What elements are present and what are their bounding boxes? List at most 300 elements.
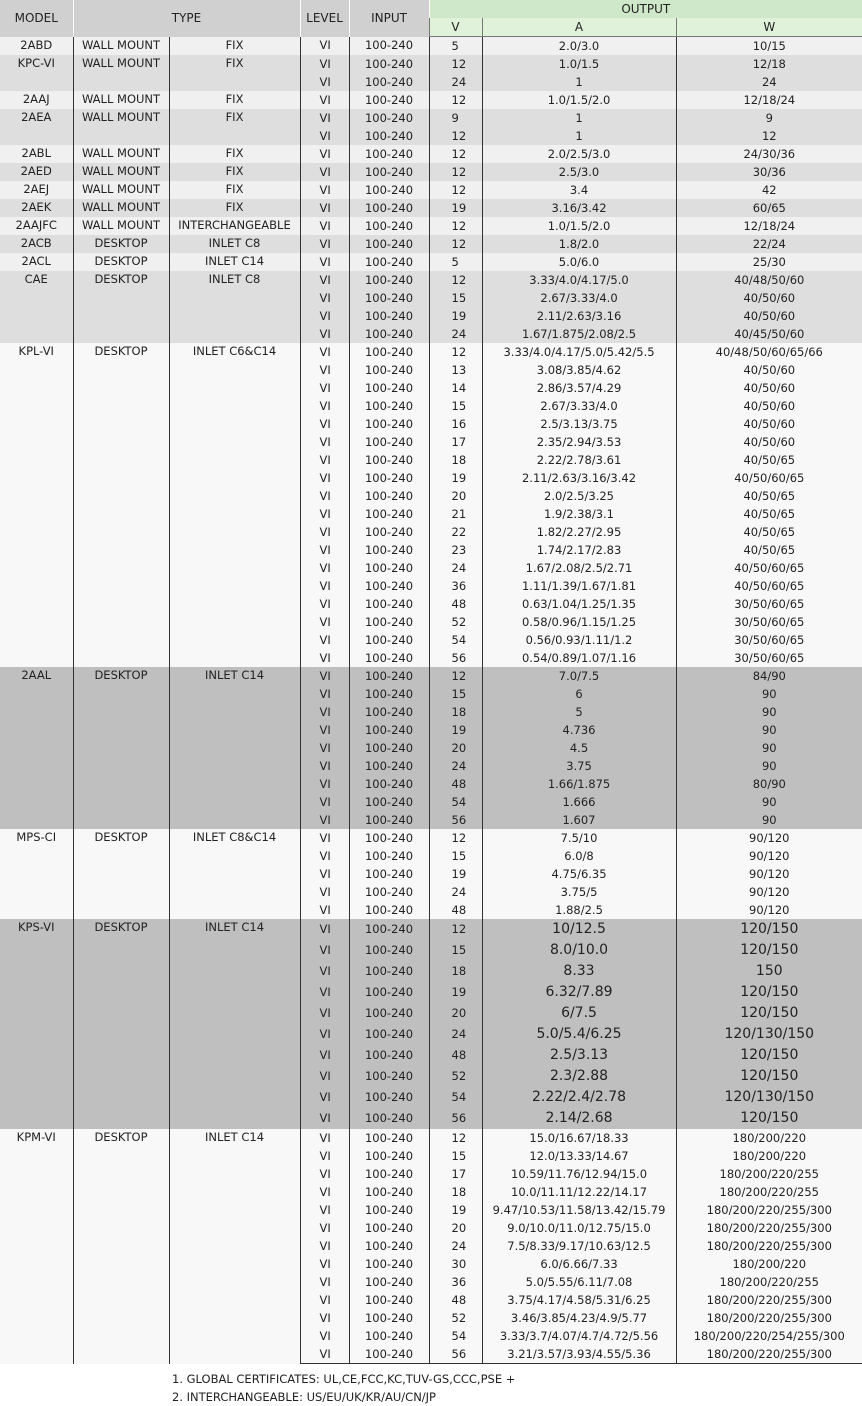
table-row: [0, 55, 862, 73]
output-voltage-cell: 54: [429, 1087, 482, 1108]
output-wattage-cell: 30/50/60/65: [676, 613, 862, 631]
level-cell: VI: [300, 1129, 349, 1147]
model-cell: 2AAJFC: [0, 217, 73, 235]
input-voltage-cell: 100-240: [349, 1255, 429, 1273]
level-cell: VI: [300, 1237, 349, 1255]
output-voltage-cell: 19: [429, 469, 482, 487]
output-current-cell: 1.88/2.5: [482, 901, 676, 919]
output-current-cell: 6.0/6.66/7.33: [482, 1255, 676, 1273]
level-cell: VI: [300, 721, 349, 739]
mount-type-cell: WALL MOUNT: [73, 217, 169, 235]
table-row: [0, 829, 862, 847]
input-voltage-cell: 100-240: [349, 1219, 429, 1237]
input-voltage-cell: 100-240: [349, 739, 429, 757]
output-current-cell: 2.35/2.94/3.53: [482, 433, 676, 451]
output-voltage-cell: 17: [429, 433, 482, 451]
output-wattage-cell: 90/120: [676, 883, 862, 901]
input-voltage-cell: 100-240: [349, 1201, 429, 1219]
mount-type-cell: WALL MOUNT: [73, 199, 169, 217]
output-wattage-cell: 180/200/220: [676, 1255, 862, 1273]
footnotes: [172, 1370, 515, 1406]
connector-type-cell: INLET C14: [169, 667, 300, 829]
mount-type-cell: WALL MOUNT: [73, 109, 169, 145]
output-voltage-cell: 9: [429, 109, 482, 127]
output-current-cell: 1: [482, 127, 676, 145]
model-cell: 2AAJ: [0, 91, 73, 109]
level-cell: VI: [300, 961, 349, 982]
level-cell: VI: [300, 865, 349, 883]
input-voltage-cell: 100-240: [349, 91, 429, 109]
output-wattage-cell: 90: [676, 811, 862, 829]
level-cell: VI: [300, 1201, 349, 1219]
output-wattage-cell: 90: [676, 703, 862, 721]
table-row: [0, 37, 862, 56]
output-wattage-cell: 120/150: [676, 1045, 862, 1066]
level-cell: VI: [300, 289, 349, 307]
output-wattage-cell: 180/200/220: [676, 1129, 862, 1147]
table-row: [0, 271, 862, 289]
output-wattage-cell: 90: [676, 757, 862, 775]
output-wattage-cell: 120/150: [676, 982, 862, 1003]
level-cell: VI: [300, 1165, 349, 1183]
output-current-cell: 7.0/7.5: [482, 667, 676, 685]
output-current-cell: 2.5/3.13: [482, 1045, 676, 1066]
level-cell: VI: [300, 901, 349, 919]
output-wattage-cell: 10/15: [676, 37, 862, 56]
output-voltage-cell: 23: [429, 541, 482, 559]
output-current-cell: 3.21/3.57/3.93/4.55/5.36: [482, 1345, 676, 1364]
output-wattage-cell: 90/120: [676, 847, 862, 865]
output-voltage-cell: 24: [429, 883, 482, 901]
input-voltage-cell: 100-240: [349, 1165, 429, 1183]
output-voltage-cell: 12: [429, 1129, 482, 1147]
level-cell: VI: [300, 1024, 349, 1045]
spec-table-body: [0, 37, 862, 1364]
level-cell: VI: [300, 199, 349, 217]
input-voltage-cell: 100-240: [349, 829, 429, 847]
output-wattage-cell: 90: [676, 793, 862, 811]
output-voltage-cell: 12: [429, 829, 482, 847]
input-voltage-cell: 100-240: [349, 73, 429, 91]
level-cell: VI: [300, 1087, 349, 1108]
header-output: OUTPUT: [429, 0, 862, 18]
level-cell: VI: [300, 829, 349, 847]
output-wattage-cell: 12/18/24: [676, 217, 862, 235]
output-wattage-cell: 180/200/220/255/300: [676, 1219, 862, 1237]
output-wattage-cell: 90/120: [676, 901, 862, 919]
output-current-cell: 7.5/10: [482, 829, 676, 847]
output-current-cell: 2.11/2.63/3.16: [482, 307, 676, 325]
level-cell: VI: [300, 127, 349, 145]
output-current-cell: 0.56/0.93/1.11/1.2: [482, 631, 676, 649]
output-wattage-cell: 9: [676, 109, 862, 127]
model-cell: KPL-VI: [0, 343, 73, 667]
input-voltage-cell: 100-240: [349, 235, 429, 253]
output-voltage-cell: 48: [429, 1045, 482, 1066]
input-voltage-cell: 100-240: [349, 397, 429, 415]
output-voltage-cell: 12: [429, 919, 482, 940]
mount-type-cell: DESKTOP: [73, 1129, 169, 1364]
output-voltage-cell: 36: [429, 1273, 482, 1291]
output-voltage-cell: 24: [429, 757, 482, 775]
output-wattage-cell: 40/50/60: [676, 289, 862, 307]
level-cell: VI: [300, 253, 349, 271]
output-current-cell: 1.607: [482, 811, 676, 829]
input-voltage-cell: 100-240: [349, 1291, 429, 1309]
input-voltage-cell: 100-240: [349, 541, 429, 559]
model-cell: 2ACL: [0, 253, 73, 271]
level-cell: VI: [300, 1345, 349, 1364]
output-current-cell: 2.3/2.88: [482, 1066, 676, 1087]
input-voltage-cell: 100-240: [349, 613, 429, 631]
output-current-cell: 1.9/2.38/3.1: [482, 505, 676, 523]
output-current-cell: 1.0/1.5/2.0: [482, 91, 676, 109]
table-row: [0, 253, 862, 271]
output-wattage-cell: 180/200/220/255/300: [676, 1237, 862, 1255]
output-wattage-cell: 40/50/65: [676, 523, 862, 541]
mount-type-cell: WALL MOUNT: [73, 37, 169, 56]
output-voltage-cell: 24: [429, 1024, 482, 1045]
output-current-cell: 9.47/10.53/11.58/13.42/15.79: [482, 1201, 676, 1219]
input-voltage-cell: 100-240: [349, 505, 429, 523]
output-voltage-cell: 16: [429, 415, 482, 433]
mount-type-cell: WALL MOUNT: [73, 181, 169, 199]
input-voltage-cell: 100-240: [349, 901, 429, 919]
model-cell: 2ACB: [0, 235, 73, 253]
mount-type-cell: DESKTOP: [73, 253, 169, 271]
output-wattage-cell: 40/50/60: [676, 361, 862, 379]
output-voltage-cell: 12: [429, 163, 482, 181]
output-wattage-cell: 90/120: [676, 829, 862, 847]
output-current-cell: 1.0/1.5: [482, 55, 676, 73]
connector-type-cell: FIX: [169, 181, 300, 199]
output-wattage-cell: 12/18: [676, 55, 862, 73]
level-cell: VI: [300, 757, 349, 775]
level-cell: VI: [300, 613, 349, 631]
output-current-cell: 2.0/2.5/3.25: [482, 487, 676, 505]
output-voltage-cell: 15: [429, 940, 482, 961]
output-wattage-cell: 150: [676, 961, 862, 982]
output-wattage-cell: 60/65: [676, 199, 862, 217]
input-voltage-cell: 100-240: [349, 559, 429, 577]
output-wattage-cell: 120/130/150: [676, 1024, 862, 1045]
output-current-cell: 10.0/11.11/12.22/14.17: [482, 1183, 676, 1201]
output-voltage-cell: 48: [429, 901, 482, 919]
level-cell: VI: [300, 541, 349, 559]
level-cell: VI: [300, 451, 349, 469]
input-voltage-cell: 100-240: [349, 433, 429, 451]
level-cell: VI: [300, 1309, 349, 1327]
table-row: [0, 235, 862, 253]
output-current-cell: 1.11/1.39/1.67/1.81: [482, 577, 676, 595]
output-wattage-cell: 180/200/220/255: [676, 1273, 862, 1291]
input-voltage-cell: 100-240: [349, 451, 429, 469]
input-voltage-cell: 100-240: [349, 1309, 429, 1327]
input-voltage-cell: 100-240: [349, 1024, 429, 1045]
output-current-cell: 10/12.5: [482, 919, 676, 940]
input-voltage-cell: 100-240: [349, 667, 429, 685]
input-voltage-cell: 100-240: [349, 577, 429, 595]
output-current-cell: 3.33/3.7/4.07/4.7/4.72/5.56: [482, 1327, 676, 1345]
output-wattage-cell: 40/50/65: [676, 541, 862, 559]
output-voltage-cell: 18: [429, 451, 482, 469]
input-voltage-cell: 100-240: [349, 199, 429, 217]
output-wattage-cell: 40/50/60: [676, 379, 862, 397]
output-current-cell: 2.22/2.78/3.61: [482, 451, 676, 469]
level-cell: VI: [300, 1291, 349, 1309]
level-cell: VI: [300, 775, 349, 793]
table-row: [0, 217, 862, 235]
output-current-cell: 8.0/10.0: [482, 940, 676, 961]
output-current-cell: 1.67/2.08/2.5/2.71: [482, 559, 676, 577]
input-voltage-cell: 100-240: [349, 253, 429, 271]
input-voltage-cell: 100-240: [349, 361, 429, 379]
model-cell: KPS-VI: [0, 919, 73, 1129]
output-voltage-cell: 24: [429, 559, 482, 577]
output-wattage-cell: 30/50/60/65: [676, 649, 862, 667]
level-cell: VI: [300, 73, 349, 91]
model-cell: MPS-CI: [0, 829, 73, 919]
output-wattage-cell: 40/48/50/60/65/66: [676, 343, 862, 361]
output-wattage-cell: 84/90: [676, 667, 862, 685]
input-voltage-cell: 100-240: [349, 703, 429, 721]
input-voltage-cell: 100-240: [349, 1273, 429, 1291]
input-voltage-cell: 100-240: [349, 55, 429, 73]
output-wattage-cell: 180/200/220/255: [676, 1183, 862, 1201]
output-wattage-cell: 22/24: [676, 235, 862, 253]
output-current-cell: 5.0/5.55/6.11/7.08: [482, 1273, 676, 1291]
output-wattage-cell: 40/50/60/65: [676, 469, 862, 487]
output-voltage-cell: 12: [429, 91, 482, 109]
output-wattage-cell: 24/30/36: [676, 145, 862, 163]
input-voltage-cell: 100-240: [349, 1237, 429, 1255]
input-voltage-cell: 100-240: [349, 793, 429, 811]
input-voltage-cell: 100-240: [349, 961, 429, 982]
output-current-cell: 3.08/3.85/4.62: [482, 361, 676, 379]
input-voltage-cell: 100-240: [349, 1129, 429, 1147]
level-cell: VI: [300, 181, 349, 199]
header-w: W: [676, 18, 862, 37]
output-current-cell: 2.11/2.63/3.16/3.42: [482, 469, 676, 487]
level-cell: VI: [300, 811, 349, 829]
output-current-cell: 1.74/2.17/2.83: [482, 541, 676, 559]
level-cell: VI: [300, 379, 349, 397]
level-cell: VI: [300, 145, 349, 163]
output-voltage-cell: 56: [429, 649, 482, 667]
level-cell: VI: [300, 1327, 349, 1345]
input-voltage-cell: 100-240: [349, 721, 429, 739]
output-voltage-cell: 20: [429, 1003, 482, 1024]
header-level: LEVEL: [300, 0, 349, 37]
model-cell: CAE: [0, 271, 73, 343]
level-cell: VI: [300, 667, 349, 685]
output-current-cell: 12.0/13.33/14.67: [482, 1147, 676, 1165]
mount-type-cell: WALL MOUNT: [73, 145, 169, 163]
footnote-certificates: 1. GLOBAL CERTIFICATES: UL,CE,FCC,KC,TUV-GS,CCC,PSE +: [172, 1372, 516, 1386]
connector-type-cell: FIX: [169, 55, 300, 91]
output-voltage-cell: 56: [429, 1345, 482, 1364]
input-voltage-cell: 100-240: [349, 37, 429, 56]
level-cell: VI: [300, 433, 349, 451]
level-cell: VI: [300, 577, 349, 595]
output-current-cell: 1.0/1.5/2.0: [482, 217, 676, 235]
output-wattage-cell: 40/50/60/65: [676, 577, 862, 595]
output-wattage-cell: 180/200/220/255/300: [676, 1309, 862, 1327]
output-wattage-cell: 24: [676, 73, 862, 91]
output-current-cell: 2.67/3.33/4.0: [482, 289, 676, 307]
level-cell: VI: [300, 1066, 349, 1087]
input-voltage-cell: 100-240: [349, 1003, 429, 1024]
output-voltage-cell: 48: [429, 775, 482, 793]
output-current-cell: 8.33: [482, 961, 676, 982]
output-voltage-cell: 24: [429, 325, 482, 343]
output-current-cell: 1.67/1.875/2.08/2.5: [482, 325, 676, 343]
input-voltage-cell: 100-240: [349, 631, 429, 649]
input-voltage-cell: 100-240: [349, 1087, 429, 1108]
mount-type-cell: DESKTOP: [73, 829, 169, 919]
output-voltage-cell: 12: [429, 217, 482, 235]
input-voltage-cell: 100-240: [349, 1183, 429, 1201]
level-cell: VI: [300, 685, 349, 703]
output-current-cell: 3.33/4.0/4.17/5.0/5.42/5.5: [482, 343, 676, 361]
output-wattage-cell: 40/50/60/65: [676, 559, 862, 577]
model-cell: 2ABL: [0, 145, 73, 163]
level-cell: VI: [300, 1273, 349, 1291]
model-cell: 2AED: [0, 163, 73, 181]
input-voltage-cell: 100-240: [349, 847, 429, 865]
output-current-cell: 6: [482, 685, 676, 703]
output-current-cell: 5: [482, 703, 676, 721]
connector-type-cell: INLET C14: [169, 919, 300, 1129]
input-voltage-cell: 100-240: [349, 487, 429, 505]
input-voltage-cell: 100-240: [349, 415, 429, 433]
output-current-cell: 0.58/0.96/1.15/1.25: [482, 613, 676, 631]
output-voltage-cell: 19: [429, 721, 482, 739]
output-wattage-cell: 40/50/60: [676, 307, 862, 325]
model-cell: KPC-VI: [0, 55, 73, 91]
level-cell: VI: [300, 1108, 349, 1129]
level-cell: VI: [300, 37, 349, 56]
input-voltage-cell: 100-240: [349, 811, 429, 829]
table-row: [0, 1129, 862, 1147]
output-voltage-cell: 22: [429, 523, 482, 541]
level-cell: VI: [300, 163, 349, 181]
output-voltage-cell: 19: [429, 982, 482, 1003]
output-current-cell: 2.22/2.4/2.78: [482, 1087, 676, 1108]
output-current-cell: 3.46/3.85/4.23/4.9/5.77: [482, 1309, 676, 1327]
output-voltage-cell: 12: [429, 235, 482, 253]
connector-type-cell: INLET C14: [169, 253, 300, 271]
output-voltage-cell: 18: [429, 703, 482, 721]
output-voltage-cell: 15: [429, 847, 482, 865]
output-voltage-cell: 54: [429, 1327, 482, 1345]
connector-type-cell: FIX: [169, 199, 300, 217]
output-voltage-cell: 21: [429, 505, 482, 523]
output-current-cell: 2.14/2.68: [482, 1108, 676, 1129]
output-voltage-cell: 54: [429, 631, 482, 649]
output-current-cell: 5.0/5.4/6.25: [482, 1024, 676, 1045]
table-row: [0, 163, 862, 181]
input-voltage-cell: 100-240: [349, 1066, 429, 1087]
header-type: TYPE: [73, 0, 300, 37]
output-voltage-cell: 14: [429, 379, 482, 397]
output-voltage-cell: 48: [429, 1291, 482, 1309]
input-voltage-cell: 100-240: [349, 1108, 429, 1129]
model-cell: KPM-VI: [0, 1129, 73, 1364]
mount-type-cell: WALL MOUNT: [73, 55, 169, 91]
mount-type-cell: DESKTOP: [73, 667, 169, 829]
output-current-cell: 9.0/10.0/11.0/12.75/15.0: [482, 1219, 676, 1237]
output-wattage-cell: 180/200/220/255/300: [676, 1291, 862, 1309]
output-voltage-cell: 20: [429, 1219, 482, 1237]
input-voltage-cell: 100-240: [349, 271, 429, 289]
output-wattage-cell: 90: [676, 721, 862, 739]
input-voltage-cell: 100-240: [349, 982, 429, 1003]
level-cell: VI: [300, 415, 349, 433]
model-cell: 2AAL: [0, 667, 73, 829]
output-wattage-cell: 40/50/60: [676, 397, 862, 415]
mount-type-cell: WALL MOUNT: [73, 91, 169, 109]
connector-type-cell: FIX: [169, 163, 300, 181]
level-cell: VI: [300, 703, 349, 721]
output-current-cell: 2.0/2.5/3.0: [482, 145, 676, 163]
input-voltage-cell: 100-240: [349, 595, 429, 613]
output-current-cell: 2.86/3.57/4.29: [482, 379, 676, 397]
output-current-cell: 2.5/3.0: [482, 163, 676, 181]
level-cell: VI: [300, 1003, 349, 1024]
input-voltage-cell: 100-240: [349, 325, 429, 343]
level-cell: VI: [300, 109, 349, 127]
output-wattage-cell: 40/50/60: [676, 415, 862, 433]
level-cell: VI: [300, 91, 349, 109]
table-row: [0, 91, 862, 109]
connector-type-cell: FIX: [169, 37, 300, 56]
connector-type-cell: INLET C8&C14: [169, 829, 300, 919]
output-wattage-cell: 120/130/150: [676, 1087, 862, 1108]
output-current-cell: 1.82/2.27/2.95: [482, 523, 676, 541]
output-voltage-cell: 52: [429, 1066, 482, 1087]
connector-type-cell: FIX: [169, 145, 300, 163]
level-cell: VI: [300, 595, 349, 613]
output-wattage-cell: 180/200/220/255: [676, 1165, 862, 1183]
output-wattage-cell: 40/50/60: [676, 433, 862, 451]
output-current-cell: 0.63/1.04/1.25/1.35: [482, 595, 676, 613]
output-voltage-cell: 24: [429, 73, 482, 91]
level-cell: VI: [300, 940, 349, 961]
output-voltage-cell: 5: [429, 37, 482, 56]
level-cell: VI: [300, 307, 349, 325]
level-cell: VI: [300, 1183, 349, 1201]
output-current-cell: 4.75/6.35: [482, 865, 676, 883]
output-voltage-cell: 20: [429, 487, 482, 505]
level-cell: VI: [300, 523, 349, 541]
input-voltage-cell: 100-240: [349, 127, 429, 145]
table-row: [0, 919, 862, 940]
output-current-cell: 4.5: [482, 739, 676, 757]
table-row: [0, 199, 862, 217]
output-current-cell: 3.16/3.42: [482, 199, 676, 217]
output-voltage-cell: 56: [429, 811, 482, 829]
input-voltage-cell: 100-240: [349, 469, 429, 487]
level-cell: VI: [300, 325, 349, 343]
output-current-cell: 1.8/2.0: [482, 235, 676, 253]
output-wattage-cell: 40/50/65: [676, 487, 862, 505]
level-cell: VI: [300, 505, 349, 523]
output-voltage-cell: 12: [429, 343, 482, 361]
output-wattage-cell: 40/48/50/60: [676, 271, 862, 289]
connector-type-cell: INLET C6&C14: [169, 343, 300, 667]
output-current-cell: 2.67/3.33/4.0: [482, 397, 676, 415]
